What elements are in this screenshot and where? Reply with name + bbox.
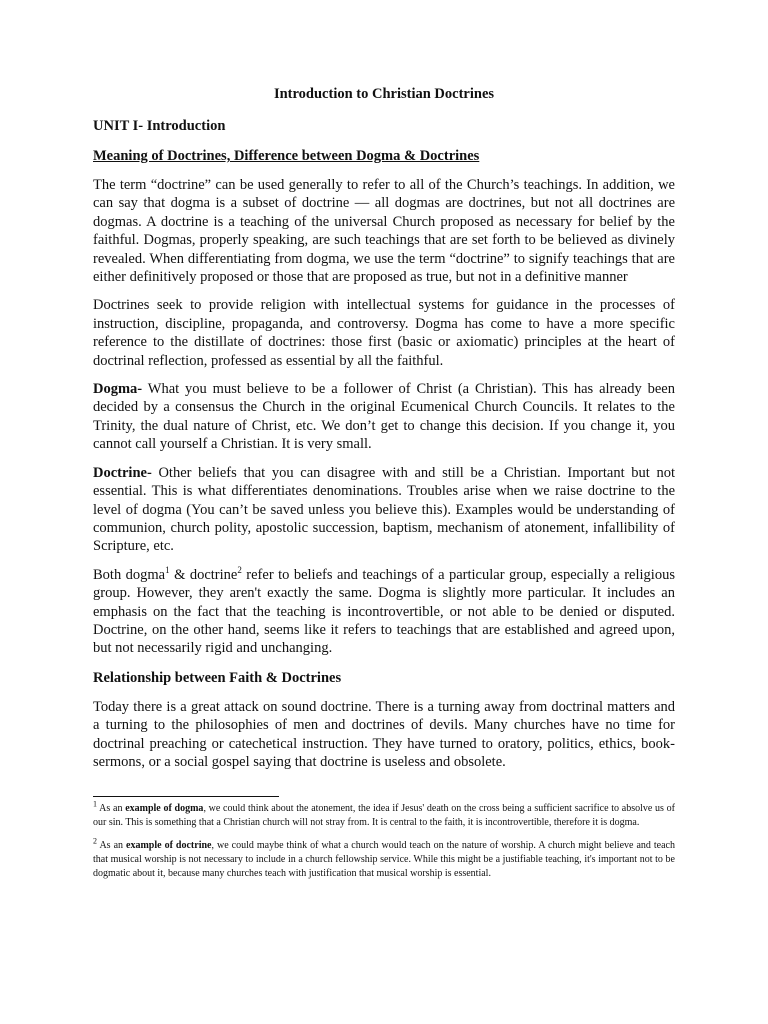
- doctrine-label: Doctrine-: [93, 464, 152, 481]
- paragraph-dogma-definition: [93, 380, 675, 454]
- section-heading-faith: Relationship between Faith & Doctrines: [93, 669, 342, 686]
- footnote-mark: 1: [93, 799, 97, 809]
- paragraph-doctrine-definition: [93, 464, 675, 556]
- footnote-ref-2[interactable]: 2: [237, 564, 242, 575]
- paragraph-faith-doctrines: Today there is a great attack on sound doctrine. There is a turning away from doctrinal matters and a turning to the philosophies of men and doctrines of devils. Many churches have no time for doctrinal preaching or catechetical instruction. They have turned to oratory, politics, ethics, book-sermons, or a social gospel saying that doctrine is useless and obsolete.: [93, 698, 675, 770]
- dogma-text: What you must believe to be a follower of Christ (a Christian). This has already been decided by a consensus the Church in the original Ecumenical Church Councils. It relates to the Trinity, the dual nature of Christ, etc. We don’t get to change this decision. If you change it, you cannot call yourself a Christian. It is very small.: [93, 381, 675, 453]
- footnote-bold: example of doctrine: [126, 840, 212, 851]
- paragraph-doctrines-purpose: Doctrines seek to provide religion with intellectual systems for guidance in the processes of instruction, discipline, propaganda, and controversy. Dogma has come to have a more specific reference to the distillate of doctrines: those first (basic or axiomatic) principles at the heart of doctrinal reflection, professed as essential by all the faithful.: [93, 297, 675, 369]
- footnote-separator: [93, 796, 279, 797]
- footnote-prefix: As an: [97, 803, 126, 814]
- both-text-b: & doctrine: [169, 566, 238, 583]
- both-text-a: Both dogma: [93, 566, 166, 583]
- footnote-text: , we could think about the atonement, the idea if Jesus' death on the cross being a sufficient sacrifice to absolve us of our sin. This is something that a Christian church will not stray from. It is central to the faith, it is incontrovertible, therefore it is dogma.: [93, 803, 676, 828]
- unit-heading: UNIT I- Introduction: [93, 118, 226, 134]
- footnotes: [93, 799, 676, 890]
- footnote-ref-1[interactable]: 1: [165, 564, 170, 575]
- footnote-1: [93, 799, 676, 830]
- footnote-text: , we could maybe think of what a church would teach on the nature of worship. A church might believe and teach that musical worship is not necessary to include in a church fellowship service. While this might be a justifiable teaching, it's important not to be dogmatic about it, because many churches teach with justification that musical worship is essential.: [93, 840, 675, 879]
- both-text-c: refer to beliefs and teachings of a particular group, especially a religious group. However, they aren't exactly the same. Dogma is slightly more particular. It includes an emphasis on the fact that the teaching is incontrovertible, or not able to be denied or disputed. Doctrine, on the other hand, seems like it refers to teachings that are established and agreed upon, but not necessarily rigid and unchanging.: [93, 566, 675, 657]
- document-body: [93, 84, 675, 781]
- doctrine-text: Other beliefs that you can disagree with and still be a Christian. Important but not essential. This is what differentiates denominations. Troubles arise when we raise doctrine to the level of dogma (You can’t be saved unless you believe this). Examples would be understanding of communion, church polity, apostolic succession, baptism, mechanism of atonement, infallibility of Scripture, etc.: [93, 464, 675, 555]
- footnote-bold: example of dogma: [125, 803, 204, 814]
- paragraph-both-dogma-doctrine: [93, 566, 675, 658]
- dogma-label: Dogma-: [93, 381, 143, 398]
- section-heading-meaning: Meaning of Doctrines, Difference between Dogma & Doctrines: [93, 148, 480, 164]
- footnote-mark: 2: [93, 836, 97, 846]
- document-title: Introduction to Christian Doctrines: [273, 86, 495, 102]
- footnote-2: [93, 836, 675, 881]
- paragraph-doctrine-term: The term “doctrine” can be used generally to refer to all of the Church’s teachings. In addition, we can say that dogma is a subset of doctrine — all dogmas are doctrines, but not all doctrines are dogmas. A doctrine is a teaching of the universal Church proposed as necessary for belief by the faithful. Dogmas, properly speaking, are such teachings that are set forth to be believed as divinely revealed. When differentiating from dogma, we use the term “doctrine” to signify teachings that are either definitively proposed or those that are proposed as true, but not in a definitive manner: [93, 177, 675, 286]
- footnote-prefix: As an: [97, 840, 127, 851]
